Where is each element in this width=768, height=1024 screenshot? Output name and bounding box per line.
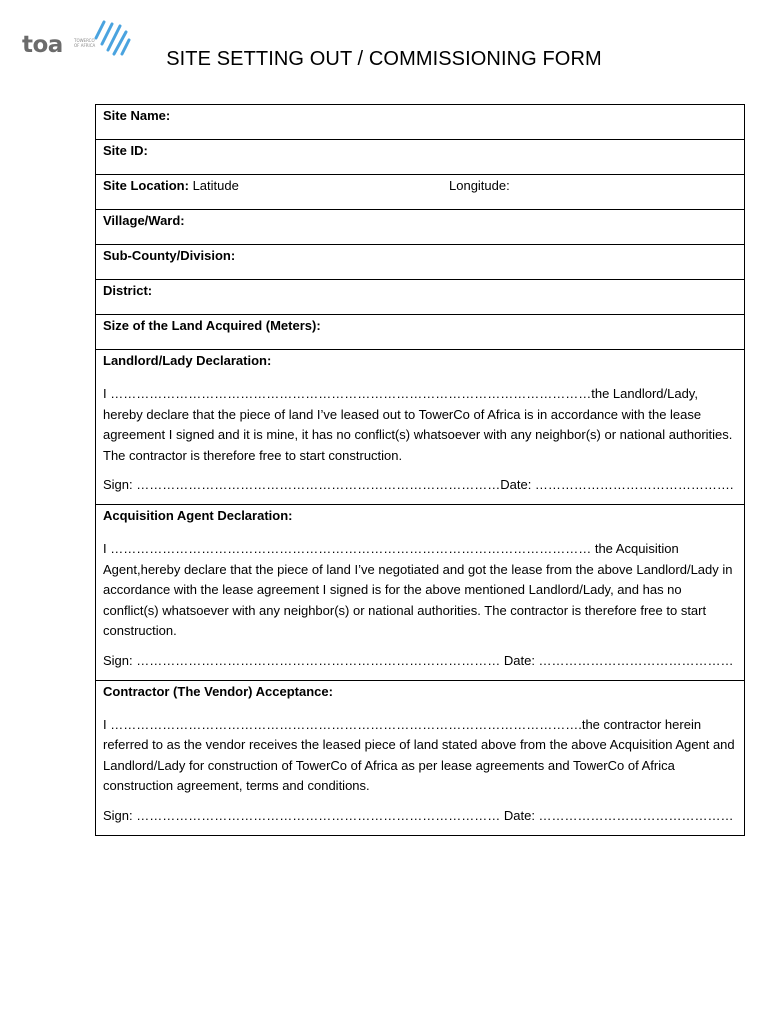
logo-subtitle-line2: OF AFRICA: [74, 43, 96, 48]
district-label: District:: [103, 283, 153, 298]
village-ward-field[interactable]: [96, 210, 745, 245]
contractor-sign-date-line[interactable]: Sign: ………………………………………………………………………… Date: ………………………………………: [103, 807, 734, 823]
site-location-label: Site Location:: [103, 178, 189, 193]
site-id-field[interactable]: [96, 140, 745, 175]
site-name-field[interactable]: [96, 105, 745, 140]
row-district: [96, 280, 745, 315]
landlord-declaration-text: I …………………………………………………………………………………………………the Landlord/Lady, hereby declare that the piece of land I’ve leased out to TowerCo of Africa is in accordance with the lease agreement I signed and it is mine, it has no conflict(s) whatsoever with any neighbor(s) or national authorities. The contractor is therefore free to start construction.: [103, 386, 733, 463]
sub-county-label: Sub-County/Division:: [103, 248, 236, 263]
row-land-size: [96, 315, 745, 350]
agent-declaration-title: Acquisition Agent Declaration:: [103, 508, 293, 523]
contractor-acceptance-section: [96, 680, 745, 835]
row-village-ward: [96, 210, 745, 245]
agent-declaration-text: I ………………………………………………………………………………………………… the Acquisition Agent,hereby declare that the piece of land I’ve negotiated and got the lease from the above Landlord/Lady in accordance with the lease agreement I signed is for the above mentioned Landlord/Lady, and has no conflict(s) whatsoever with any neighbor(s) or national authorities. The contractor is therefore free to start construction.: [103, 541, 733, 638]
page-title: SITE SETTING OUT / COMMISSIONING FORM: [166, 48, 602, 70]
contractor-acceptance-title: Contractor (The Vendor) Acceptance:: [103, 683, 333, 699]
land-size-field[interactable]: [96, 315, 745, 350]
logo-wordmark: toa: [22, 32, 63, 58]
row-site-name: [96, 105, 745, 140]
site-location-field[interactable]: [96, 175, 745, 210]
row-agent-declaration: [96, 505, 745, 681]
land-size-label: Size of the Land Acquired (Meters):: [103, 318, 321, 333]
sub-county-field[interactable]: [96, 245, 745, 280]
longitude-label: Longitude:: [449, 178, 510, 193]
row-sub-county: [96, 245, 745, 280]
site-location-line: [103, 178, 737, 194]
row-landlord-declaration: [96, 350, 745, 505]
latitude-label: Latitude: [192, 178, 239, 193]
agent-sign-date-line[interactable]: Sign: ………………………………………………………………………… Date: ………………………………………: [103, 652, 734, 668]
contractor-acceptance-text: I ……………………………………………………………………………………………….the contractor herein referred to as the vendor receives the leased piece of land stated above from the above Acquisition Agent and Landlord/Lady for construction of TowerCo of Africa as per lease agreements and TowerCo of Africa construction agreement, terms and conditions.: [103, 716, 735, 793]
landlord-declaration-title: Landlord/Lady Declaration:: [103, 353, 272, 368]
landlord-sign-date-line[interactable]: Sign: …………………………………………………………………………Date: ……………………………………….: [103, 477, 734, 492]
row-site-location: [96, 175, 745, 210]
row-site-id: [96, 140, 745, 175]
site-id-label: Site ID:: [103, 143, 148, 158]
district-field[interactable]: [96, 280, 745, 315]
row-contractor-acceptance: [96, 680, 745, 835]
agent-declaration-section: [96, 505, 745, 681]
site-name-label: Site Name:: [103, 108, 171, 123]
logo-subtitle-line1: TOWERCO: [74, 38, 95, 43]
commissioning-form-table: [95, 104, 745, 836]
landlord-declaration-section: [96, 350, 745, 505]
village-ward-label: Village/Ward:: [103, 213, 185, 228]
